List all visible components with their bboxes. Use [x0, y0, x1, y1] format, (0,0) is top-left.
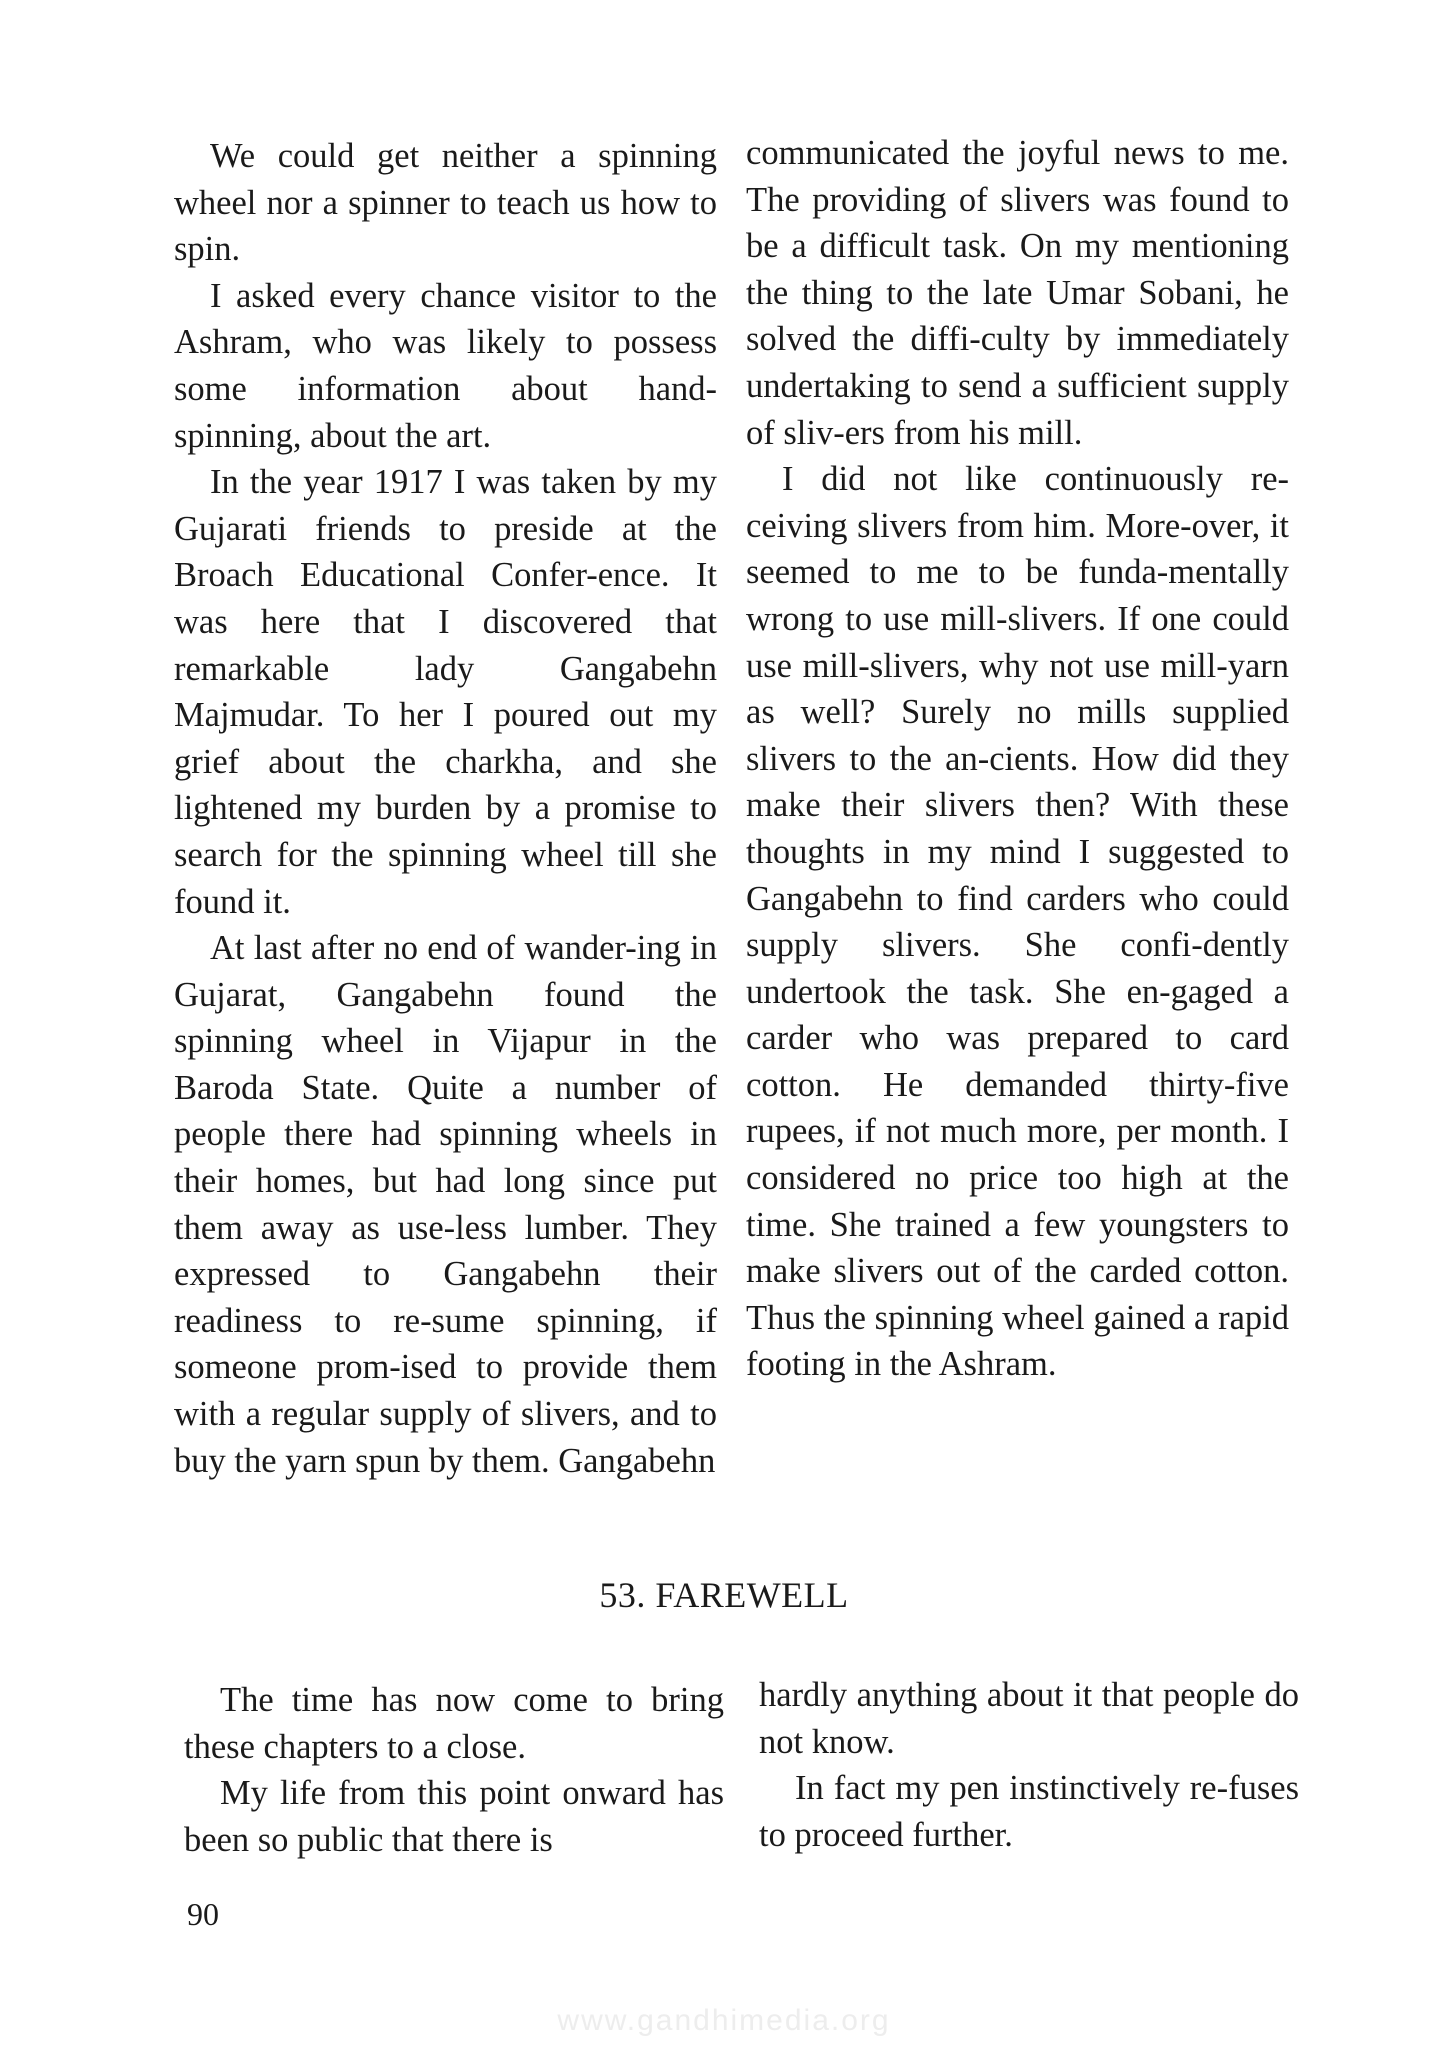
text-column-left-top: [174, 133, 717, 1484]
paragraph: In fact my pen instinctively re-fuses to proceed further.: [759, 1769, 1299, 1854]
paragraph-continued: hardly anything about it that people do not know.: [759, 1676, 1299, 1761]
paragraph-continued: communicated the joyful news to me. The providing of slivers was found to be a difficult task. On my mentioning the thing to the late Umar Sobani, he solved the diffi-culty by immediately undertaking to send a sufficient supply of sliv-ers from his mill.: [746, 134, 1289, 452]
text-column-left-bottom: [184, 1677, 724, 1863]
chapter-title: 53. FAREWELL: [599, 1575, 849, 1615]
paragraph: At last after no end of wander-ing in Gujarat, Gangabehn found the spinning wheel in Vijapur in the Baroda State. Quite a number of people there had spinning wheels in their homes, but had long since put them away as use-less lumber. They expressed to Gangabehn their readiness to re-sume spinning, if someone prom-ised to provide them with a regular supply of slivers, and to buy the yarn spun by them. Gangabehn: [174, 929, 717, 1480]
page-number: 90: [187, 1896, 219, 1932]
paragraph: The time has now come to bring these chapters to a close.: [184, 1681, 724, 1766]
paragraph: We could get neither a spinning wheel nor a spinner to teach us how to spin.: [174, 137, 717, 269]
paragraph: My life from this point onward has been so public that there is: [184, 1774, 724, 1859]
text-column-right-bottom: [759, 1672, 1299, 1858]
paragraph: In the year 1917 I was taken by my Gujarati friends to preside at the Broach Educational Confer-ence. It was here that I discovered that remarkable lady Gangabehn Majmudar. To her I poured out my grief about the charkha, and she lightened my burden by a promise to search for the spinning wheel till she found it.: [174, 463, 717, 921]
paragraph: I asked every chance visitor to the Ashram, who was likely to possess some information about hand-spinning, about the art.: [174, 276, 717, 455]
paragraph: I did not like continuously re-ceiving slivers from him. More-over, it seemed to me to be funda-mentally wrong to use mill-slivers. If one could use mill-slivers, why not use mill-yarn as well? Surely no mills supplied slivers to the an-cients. How did they make their slivers then? With these thoughts in my mind I suggested to Gangabehn to find carders who could supply slivers. She confi-dently undertook the task. She en-gaged a carder who was prepared to card cotton. He demanded thirty-five rupees, if not much more, per month. I considered no price too high at the time. She trained a few youngsters to make slivers out of the carded cotton. Thus the spinning wheel gained a rapid footing in the Ashram.: [746, 460, 1289, 1384]
text-column-right-top: [746, 130, 1289, 1388]
watermark: www.gandhimedia.org: [557, 2004, 891, 2037]
